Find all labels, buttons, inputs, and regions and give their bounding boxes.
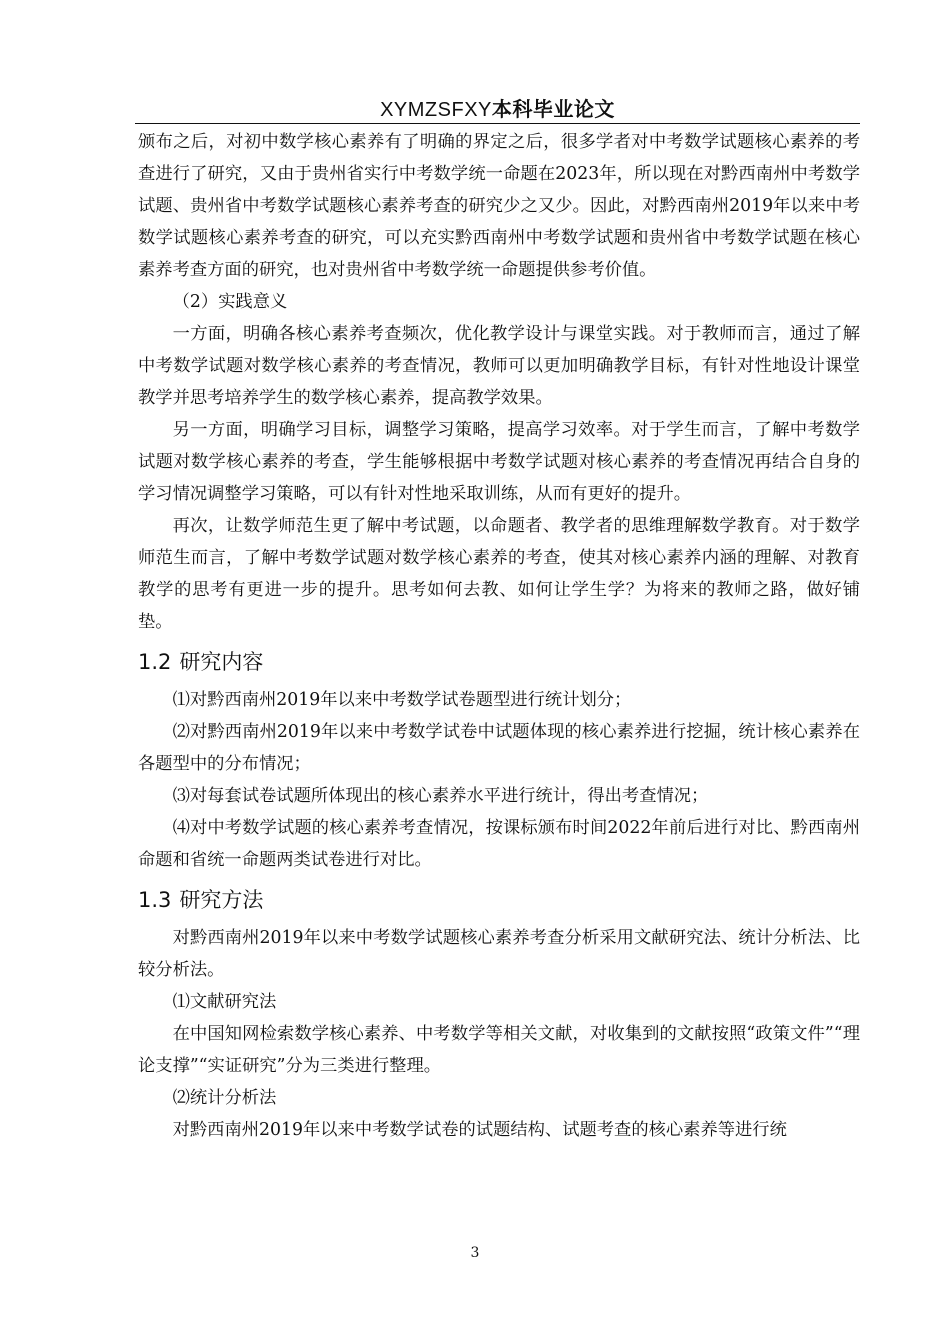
methods-intro: 对黔西南州2019年以来中考数学试题核心素养考查分析采用文献研究法、统计分析法、比较分析法。 xyxy=(138,928,860,980)
page-body xyxy=(138,126,860,1146)
subheading-practical-significance: （2）实践意义 xyxy=(172,292,288,312)
content-item-4: ⑷对中考数学试题的核心素养考查情况，按课标颁布时间2022年前后进行对比、黔西南州命题和省统一命题两类试卷进行对比。 xyxy=(138,818,860,870)
section-number: 1.2 xyxy=(138,650,172,674)
method-statistics-text: 对黔西南州2019年以来中考数学试卷的试题结构、试题考查的核心素养等进行统 xyxy=(172,1120,787,1140)
header-title: 本科毕业论文 xyxy=(491,97,615,121)
paragraph-trainee-benefit: 再次，让数学师范生更了解中考试题，以命题者、教学者的思维理解数学教育。对于数学师范生而言，了解中考数学试题对数学核心素养的考查，使其对核心素养内涵的理解、对教育教学的思考有更进一步的提升。思考如何去教、如何让学生学？为将来的教师之路，做好铺垫。 xyxy=(138,516,860,632)
section-title: 研究内容 xyxy=(179,650,264,674)
method-literature-text: 在中国知网检索数学核心素养、中考数学等相关文献，对收集到的文献按照“政策文件”“理论支撑”“实证研究”分为三类进行整理。 xyxy=(138,1024,860,1076)
header-rule xyxy=(135,123,860,124)
paragraph-theoretical-significance-cont: 颁布之后，对初中数学核心素养有了明确的界定之后，很多学者对中考数学试题核心素养的考查进行了研究，又由于贵州省实行中考数学统一命题在2023年，所以现在对黔西南州中考数学试题、贵州省中考数学试题核心素养考查的研究少之又少。因此，对黔西南州2019年以来中考数学试题核心素养考查的研究，可以充实黔西南州中考数学试题和贵州省中考数学试题在核心素养考查方面的研究，也对贵州省中考数学统一命题提供参考价值。 xyxy=(138,132,860,280)
section-heading-1-3 xyxy=(138,878,860,922)
page-number: 3 xyxy=(470,1245,480,1261)
section-title: 研究方法 xyxy=(179,888,264,912)
content-item-2: ⑵对黔西南州2019年以来中考数学试卷中试题体现的核心素养进行挖掘，统计核心素养在各题型中的分布情况； xyxy=(138,722,860,774)
page-header xyxy=(135,96,860,122)
paragraph-student-benefit: 另一方面，明确学习目标，调整学习策略，提高学习效率。对于学生而言，了解中考数学试题对数学核心素养的考查，学生能够根据中考数学试题对核心素养的考查情况再结合自身的学习情况调整学习策略，可以有针对性地采取训练，从而有更好的提升。 xyxy=(138,420,860,504)
content-item-3: ⑶对每套试卷试题所体现出的核心素养水平进行统计，得出考查情况； xyxy=(172,786,709,806)
header-code: XYMZSFXY xyxy=(380,99,492,121)
section-number: 1.3 xyxy=(138,888,172,912)
content-item-1: ⑴对黔西南州2019年以来中考数学试卷题型进行统计划分； xyxy=(172,690,632,710)
method-literature-heading: ⑴文献研究法 xyxy=(172,992,277,1012)
section-heading-1-2 xyxy=(138,640,860,684)
paragraph-teacher-benefit: 一方面，明确各核心素养考查频次，优化教学设计与课堂实践。对于教师而言，通过了解中考数学试题对数学核心素养的考查情况，教师可以更加明确教学目标，有针对性地设计课堂教学并思考培养学生的数学核心素养，提高教学效果。 xyxy=(138,324,860,408)
method-statistics-heading: ⑵统计分析法 xyxy=(172,1088,277,1108)
